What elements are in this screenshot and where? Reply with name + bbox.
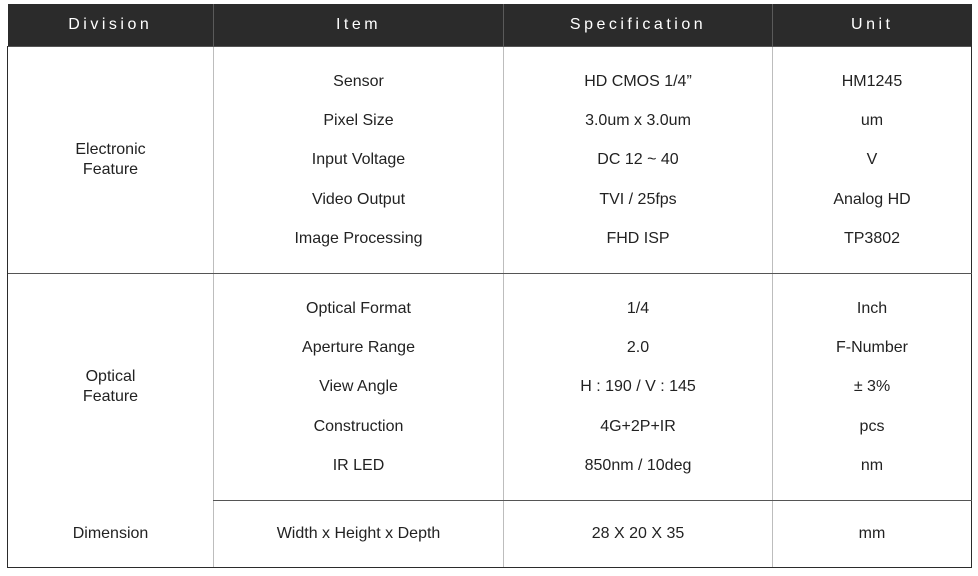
division-electronic <box>8 47 214 274</box>
division-optical <box>8 273 214 500</box>
header-row <box>8 4 972 47</box>
division-dimension: Dimension <box>8 500 214 567</box>
division-optical-line2: Feature <box>82 388 139 406</box>
division-electronic-line1: Electronic <box>75 140 146 158</box>
spec-cell: 3.0um x 3.0um <box>504 101 773 140</box>
item-cell: Aperture Range <box>214 328 504 367</box>
header-unit: Unit <box>773 4 972 47</box>
dimension-row <box>8 500 972 567</box>
spec-cell: DC 12 ~ 40 <box>504 141 773 180</box>
item-cell: Image Processing <box>214 220 504 259</box>
item-cell: IR LED <box>214 447 504 486</box>
unit-cell: F-Number <box>773 328 972 367</box>
unit-cell: nm <box>773 447 972 486</box>
unit-cell: um <box>773 101 972 140</box>
spec-table <box>7 4 972 568</box>
item-cell: View Angle <box>214 368 504 407</box>
item-cell: Construction <box>214 407 504 446</box>
table-header <box>8 4 972 47</box>
header-item: Item <box>214 4 504 47</box>
spec-cell: 4G+2P+IR <box>504 407 773 446</box>
table-body <box>8 47 972 568</box>
item-cell: Video Output <box>214 180 504 219</box>
group-electronic-top-pad <box>8 47 972 63</box>
spec-cell: 850nm / 10deg <box>504 447 773 486</box>
item-cell: Pixel Size <box>214 101 504 140</box>
spec-cell: 2.0 <box>504 328 773 367</box>
spec-cell: TVI / 25fps <box>504 180 773 219</box>
unit-cell: pcs <box>773 407 972 446</box>
group-optical-top-pad <box>8 273 972 289</box>
unit-cell: V <box>773 141 972 180</box>
division-optical-line1: Optical <box>85 368 136 386</box>
spec-cell: 1/4 <box>504 289 773 328</box>
item-cell: Width x Height x Depth <box>214 500 504 567</box>
header-division: Division <box>8 4 214 47</box>
unit-cell: Analog HD <box>773 180 972 219</box>
division-electronic-line2: Feature <box>82 160 139 178</box>
unit-cell: ± 3% <box>773 368 972 407</box>
spec-cell: FHD ISP <box>504 220 773 259</box>
item-cell: Input Voltage <box>214 141 504 180</box>
item-cell: Sensor <box>214 62 504 101</box>
spec-cell: 28 X 20 X 35 <box>504 500 773 567</box>
spec-cell: H : 190 / V : 145 <box>504 368 773 407</box>
spec-cell: HD CMOS 1/4” <box>504 62 773 101</box>
unit-cell: Inch <box>773 289 972 328</box>
unit-cell: HM1245 <box>773 62 972 101</box>
item-cell: Optical Format <box>214 289 504 328</box>
unit-cell: TP3802 <box>773 220 972 259</box>
unit-cell: mm <box>773 500 972 567</box>
header-specification: Specification <box>504 4 773 47</box>
